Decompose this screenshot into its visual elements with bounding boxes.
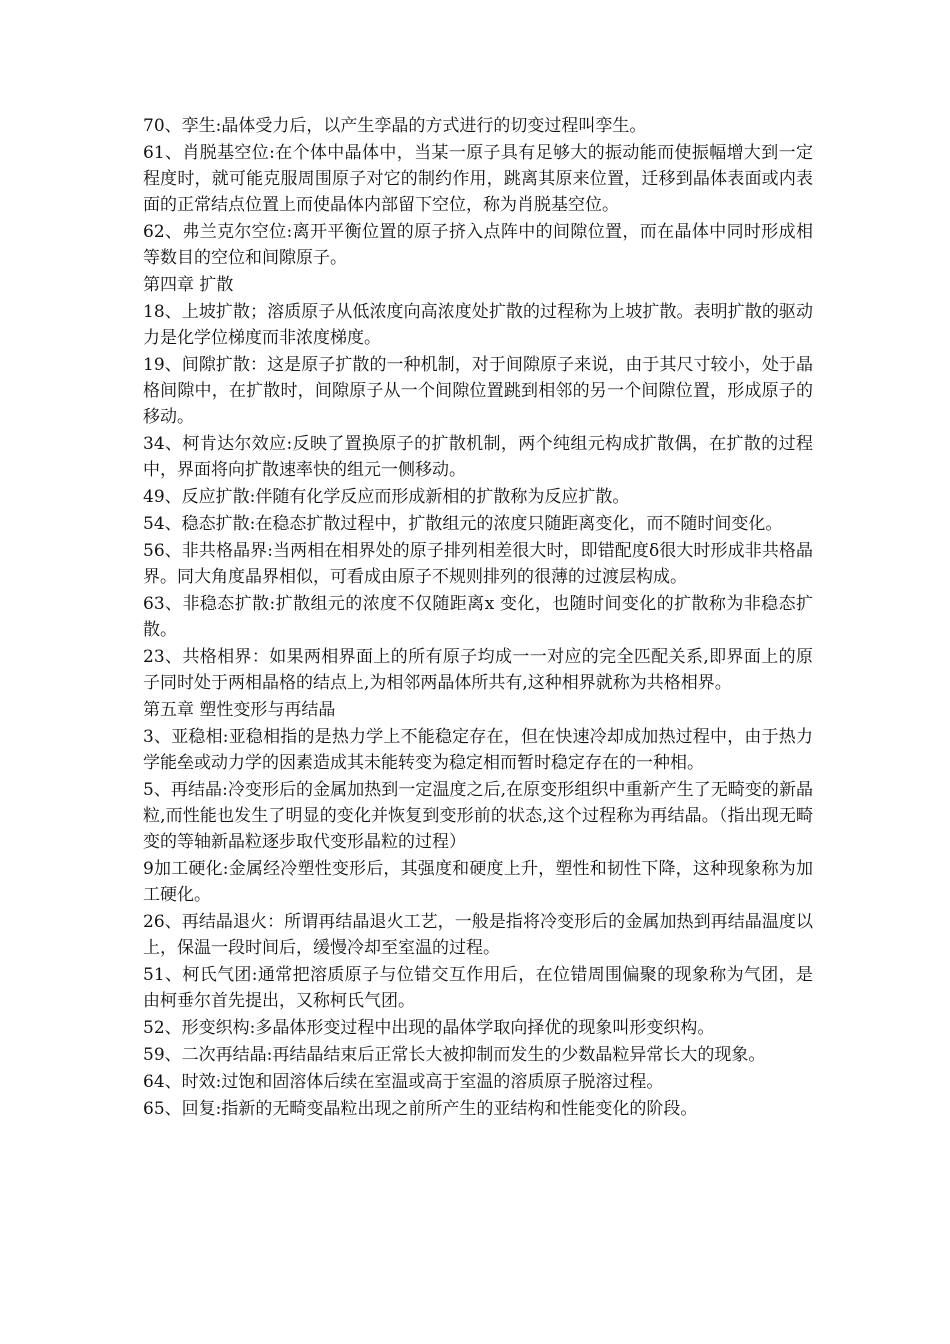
- glossary-entry-secondary-recrystallization: 59、二次再结晶:再结晶结束后正常长大被抑制而发生的少数晶粒异常长大的现象。: [143, 1045, 766, 1065]
- glossary-entry-twinning: 70、孪生:晶体受力后，以产生孪晶的方式进行的切变过程叫孪生。: [143, 116, 647, 136]
- glossary-entry-frenkel-vacancy: 62、弗兰克尔空位:离开平衡位置的原子挤入点阵中的间隙位置，而在晶体中同时形成相等数目的空位和间隙原子。: [143, 222, 813, 268]
- glossary-entry-coherent-interface: 23、共格相界：如果两相界面上的所有原子均成一一对应的完全匹配关系,即界面上的原子同时处于两相晶格的结点上,为相邻两晶体所共有,这种相界就称为共格相界。: [143, 647, 813, 693]
- glossary-entry-recovery: 65、回复:指新的无畸变晶粒出现之前所产生的亚结构和性能变化的阶段。: [143, 1099, 698, 1119]
- glossary-entry-schottky-vacancy: 61、肖脱基空位:在个体中晶体中，当某一原子具有足够大的振动能而使振幅增大到一定程度时，就可能克服周围原子对它的制约作用，跳离其原来位置，迁移到晶体表面或内表面的正常结点位置上而使晶体内部留下空位，称为肖脱基空位。: [143, 143, 813, 215]
- glossary-entry-work-hardening: 9加工硬化:金属经冷塑性变形后，其强度和硬度上升，塑性和韧性下降，这种现象称为加工硬化。: [143, 859, 813, 905]
- glossary-entry-cottrell-atmosphere: 51、柯氏气团:通常把溶质原子与位错交互作用后，在位错周围偏聚的现象称为气团，是由柯垂尔首先提出，又称柯氏气团。: [143, 965, 813, 1011]
- glossary-entry-incoherent-boundary: 56、非共格晶界:当两相在相界处的原子排列相差很大时，即错配度δ很大时形成非共格晶界。同大角度晶界相似，可看成由原子不规则排列的很薄的过渡层构成。: [143, 541, 813, 587]
- glossary-entry-recrystallization-annealing: 26、再结晶退火：所谓再结晶退火工艺，一般是指将冷变形后的金属加热到再结晶温度以上，保温一段时间后，缓慢冷却至室温的过程。: [143, 912, 813, 958]
- chapter-heading-plastic-deformation: 第五章 塑性变形与再结晶: [143, 700, 336, 720]
- glossary-entry-reaction-diffusion: 49、反应扩散:伴随有化学反应而形成新相的扩散称为反应扩散。: [143, 487, 630, 507]
- chapter-heading-diffusion: 第四章 扩散: [143, 275, 234, 295]
- glossary-entry-aging: 64、时效:过饱和固溶体后续在室温或高于室温的溶质原子脱溶过程。: [143, 1072, 664, 1092]
- document-page: [143, 113, 813, 1123]
- glossary-entry-deformation-texture: 52、形变织构:多晶体形变过程中出现的晶体学取向择优的现象叫形变织构。: [143, 1018, 715, 1038]
- glossary-entry-non-steady-diffusion: 63、非稳态扩散:扩散组元的浓度不仅随距离x 变化，也随时间变化的扩散称为非稳态扩散。: [143, 594, 813, 640]
- glossary-entry-metastable-phase: 3、亚稳相:亚稳相指的是热力学上不能稳定存在，但在快速冷却成加热过程中，由于热力学能垒或动力学的因素造成其未能转变为稳定相而暂时稳定存在的一种相。: [143, 727, 813, 773]
- glossary-entry-interstitial-diffusion: 19、间隙扩散：这是原子扩散的一种机制，对于间隙原子来说，由于其尺寸较小，处于晶格间隙中，在扩散时，间隙原子从一个间隙位置跳到相邻的另一个间隙位置，形成原子的移动。: [143, 355, 813, 427]
- glossary-entry-kirkendall-effect: 34、柯肯达尔效应:反映了置换原子的扩散机制，两个纯组元构成扩散偶，在扩散的过程中，界面将向扩散速率快的组元一侧移动。: [143, 434, 813, 480]
- glossary-entry-uphill-diffusion: 18、上坡扩散；溶质原子从低浓度向高浓度处扩散的过程称为上坡扩散。表明扩散的驱动力是化学位梯度而非浓度梯度。: [143, 302, 813, 348]
- glossary-entry-steady-state-diffusion: 54、稳态扩散:在稳态扩散过程中，扩散组元的浓度只随距离变化，而不随时间变化。: [143, 514, 783, 534]
- glossary-entry-recrystallization: 5、再结晶:冷变形后的金属加热到一定温度之后,在原变形组织中重新产生了无畸变的新晶粒,而性能也发生了明显的变化并恢复到变形前的状态,这个过程称为再结晶。（指出现无畸变的等轴新晶粒逐步取代变形晶粒的过程）: [143, 780, 813, 852]
